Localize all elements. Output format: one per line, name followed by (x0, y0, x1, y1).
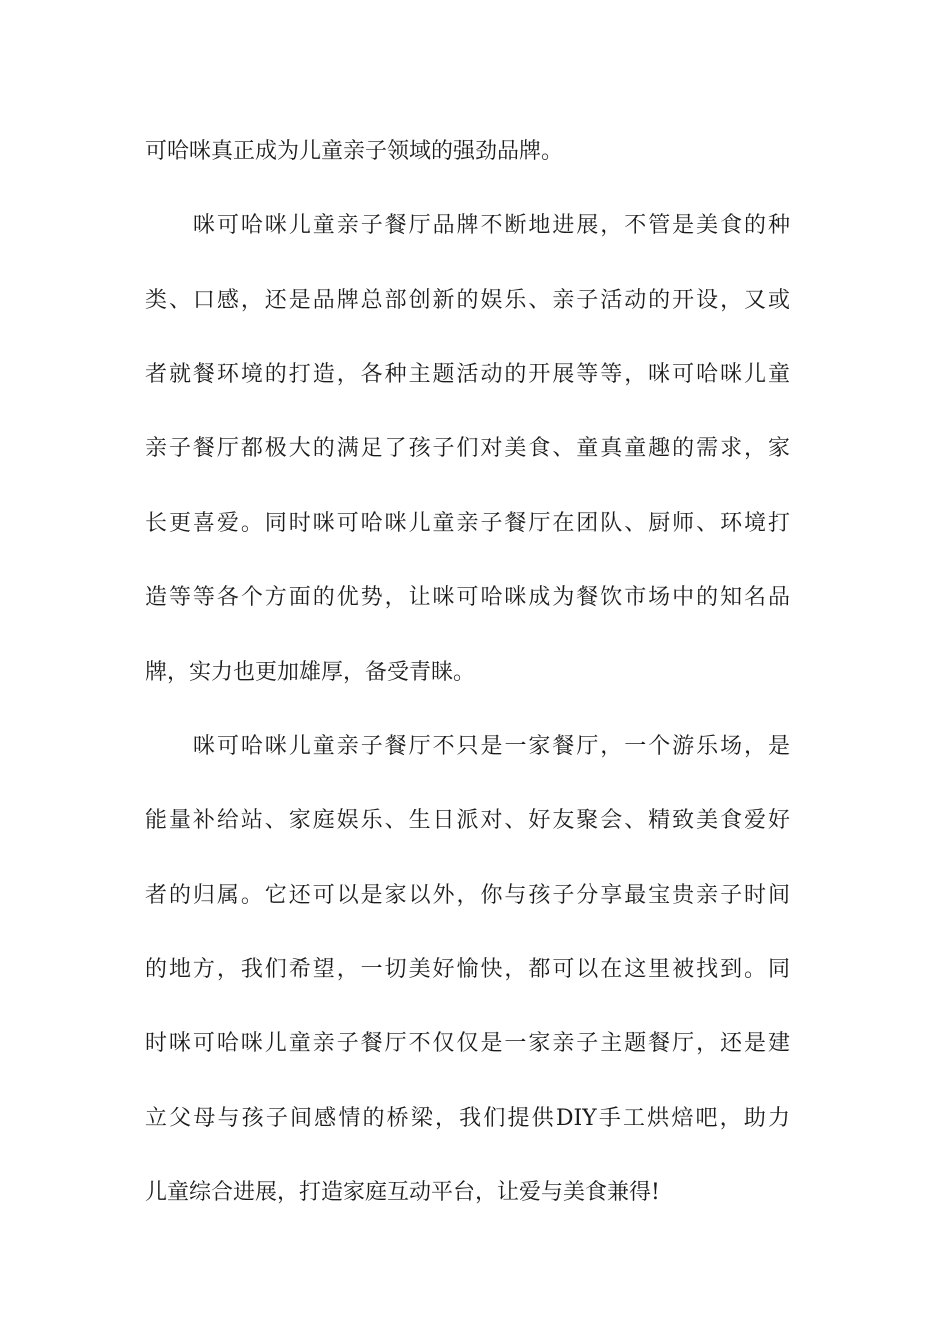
text-line: 能量补给站、家庭娱乐、生日派对、好友聚会、精致美食爱好 (145, 808, 790, 833)
text-line: 时咪可哈咪儿童亲子餐厅不仅仅是一家亲子主题餐厅，还是建 (145, 1031, 790, 1056)
text-line: 牌，实力也更加雄厚，备受青睐。 (145, 660, 476, 685)
paragraph-first-line: 咪可哈咪儿童亲子餐厅品牌不断地进展，不管是美食的种 (193, 213, 790, 238)
text-line: 的地方，我们希望，一切美好愉快，都可以在这里被找到。同 (145, 957, 790, 982)
text-line: 可哈咪真正成为儿童亲子领域的强劲品牌。 (145, 139, 564, 164)
text-line: 亲子餐厅都极大的满足了孩子们对美食、童真童趣的需求，家 (145, 436, 790, 461)
text-line: 者就餐环境的打造，各种主题活动的开展等等，咪可哈咪儿童 (145, 362, 790, 387)
text-line: 长更喜爱。同时咪可哈咪儿童亲子餐厅在团队、厨师、环境打 (145, 511, 790, 536)
text-line: 儿童综合进展，打造家庭互动平台，让爱与美食兼得! (145, 1180, 660, 1205)
text-line: 类、口感，还是品牌总部创新的娱乐、亲子活动的开设，又或 (145, 288, 790, 313)
paragraph-first-line: 咪可哈咪儿童亲子餐厅不只是一家餐厅，一个游乐场，是 (193, 734, 790, 759)
text-line: 立父母与孩子间感情的桥梁，我们提供DIY手工烘焙吧，助力 (145, 1106, 790, 1131)
text-line: 者的归属。它还可以是家以外，你与孩子分享最宝贵亲子时间 (145, 883, 790, 908)
text-line: 造等等各个方面的优势，让咪可哈咪成为餐饮市场中的知名品 (145, 585, 790, 610)
